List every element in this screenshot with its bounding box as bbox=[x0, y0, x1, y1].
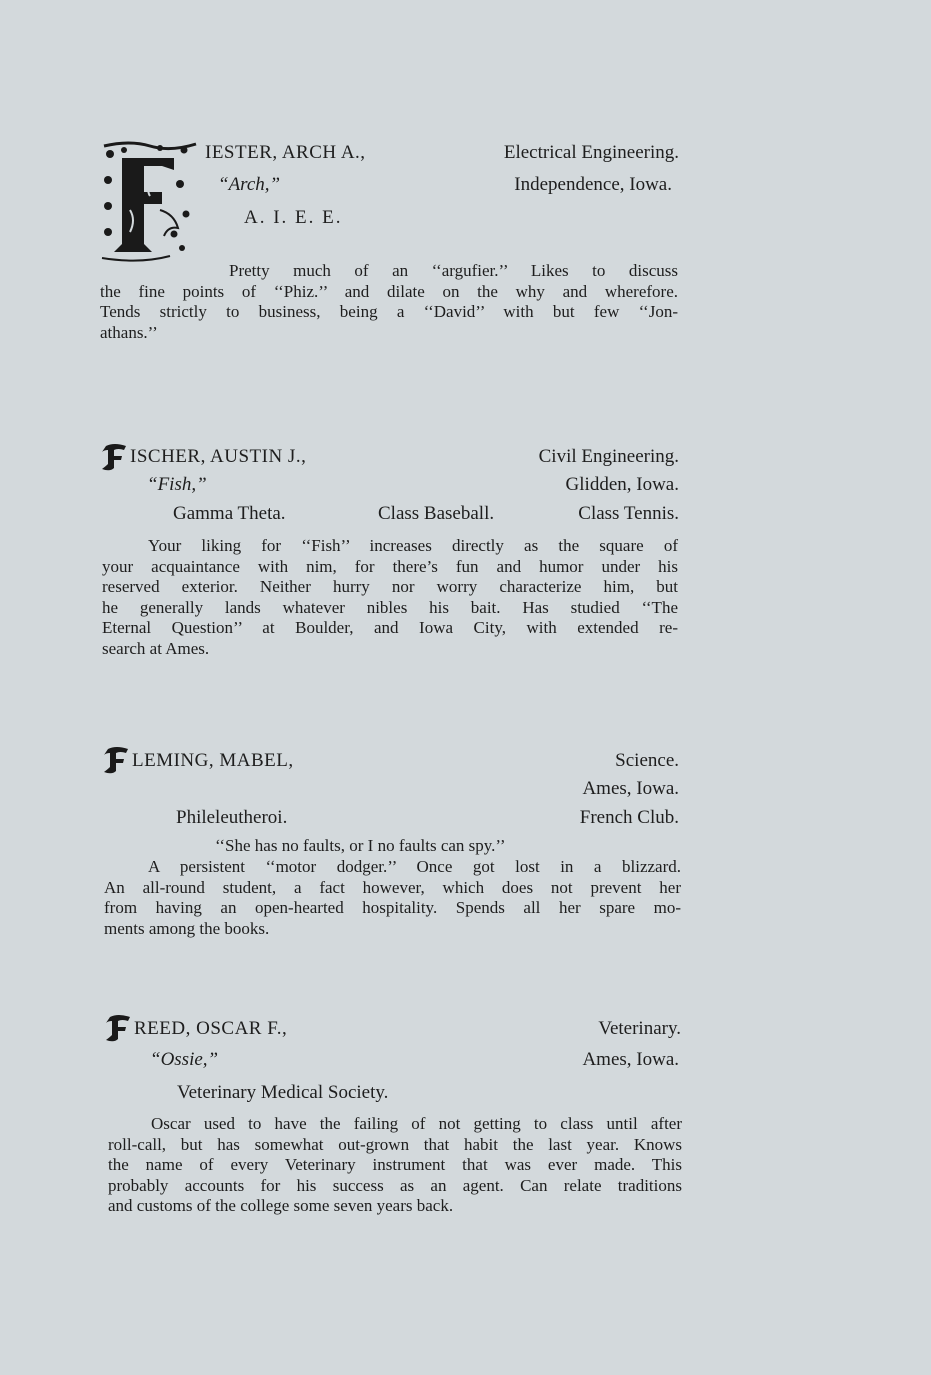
small-ornate-initial-f bbox=[100, 442, 128, 472]
bio-line: search at Ames. bbox=[102, 638, 210, 658]
entry-activity: Gamma Theta. bbox=[173, 503, 286, 524]
entry-name: LEMING, MABEL, bbox=[132, 750, 294, 771]
entry-course: Veterinary. bbox=[598, 1018, 681, 1039]
entry-course: Electrical Engineering. bbox=[503, 142, 679, 163]
entry-quote: ‘‘She has no faults, or I no faults can spy.’’ bbox=[215, 836, 506, 855]
entry-hometown: Ames, Iowa. bbox=[582, 1049, 679, 1070]
entry-hometown: Independence, Iowa. bbox=[514, 174, 672, 195]
small-ornate-initial-f bbox=[102, 745, 130, 775]
bio-line: and customs of the college some seven years back. bbox=[108, 1196, 454, 1216]
entry-name: REED, OSCAR F., bbox=[134, 1018, 288, 1039]
bio-line: Eternal Question’’ at Boulder, and Iowa City, with extended re- bbox=[102, 618, 678, 638]
entry-name: ISCHER, AUSTIN J., bbox=[130, 446, 307, 467]
bio-line: Tends strictly to business, being a ‘‘David’’ with but few ‘‘Jon- bbox=[100, 302, 678, 322]
bio-line: Pretty much of an ‘‘argufier.’’ Likes to discuss bbox=[229, 261, 678, 280]
bio-line: reserved exterior. Neither hurry nor worry characterize him, but bbox=[102, 577, 678, 597]
entry-bio bbox=[100, 261, 678, 343]
bio-line: athans.’’ bbox=[100, 322, 158, 342]
ornate-drop-cap-f bbox=[100, 140, 198, 262]
entry-name: IESTER, ARCH A., bbox=[205, 142, 366, 163]
small-ornate-initial-f bbox=[104, 1013, 132, 1043]
bio-line: the fine points of ‘‘Phiz.’’ and dilate on the why and wherefore. bbox=[100, 281, 678, 301]
bio-line: roll-call, but has somewhat out-grown that habit the last year. Knows bbox=[108, 1134, 682, 1154]
bio-line: he generally lands whatever nibles his bait. Has studied ‘‘The bbox=[102, 597, 678, 617]
bio-line: the name of every Veterinary instrument that was ever made. This bbox=[108, 1155, 682, 1175]
entry-bio bbox=[104, 857, 681, 939]
entry-course: Science. bbox=[615, 750, 679, 771]
entry-bio bbox=[108, 1114, 682, 1217]
entry-nickname: “Arch,” bbox=[218, 174, 281, 195]
bio-line: Oscar used to have the failing of not getting to class until after bbox=[151, 1114, 682, 1133]
bio-line: your acquaintance with nim, for there’s fun and humor under his bbox=[102, 556, 678, 576]
entry-activity: French Club. bbox=[579, 807, 679, 828]
entry-nickname: “Fish,” bbox=[147, 474, 207, 495]
entry-nickname: “Ossie,” bbox=[150, 1049, 219, 1070]
entry-organization: A. I. E. E. bbox=[244, 207, 343, 228]
entry-bio bbox=[102, 536, 678, 660]
entry-activity: Phileleutheroi. bbox=[176, 807, 288, 828]
bio-line: probably accounts for his success as an agent. Can relate traditions bbox=[108, 1175, 682, 1195]
entry-course: Civil Engineering. bbox=[538, 446, 679, 467]
bio-line: from having an open-hearted hospitality. Spends all her spare mo- bbox=[104, 898, 681, 918]
bio-line: An all-round student, a fact however, which does not prevent her bbox=[104, 877, 681, 897]
entry-organization: Veterinary Medical Society. bbox=[177, 1082, 389, 1103]
entry-hometown: Glidden, Iowa. bbox=[565, 474, 679, 495]
bio-line: Your liking for ‘‘Fish’’ increases directly as the square of bbox=[148, 536, 678, 555]
entry-activity: Class Tennis. bbox=[578, 503, 679, 524]
entry-activity: Class Baseball. bbox=[378, 503, 495, 524]
bio-line: ments among the books. bbox=[104, 918, 270, 938]
entry-hometown: Ames, Iowa. bbox=[582, 778, 679, 799]
bio-line: A persistent ‘‘motor dodger.’’ Once got lost in a blizzard. bbox=[148, 857, 681, 876]
